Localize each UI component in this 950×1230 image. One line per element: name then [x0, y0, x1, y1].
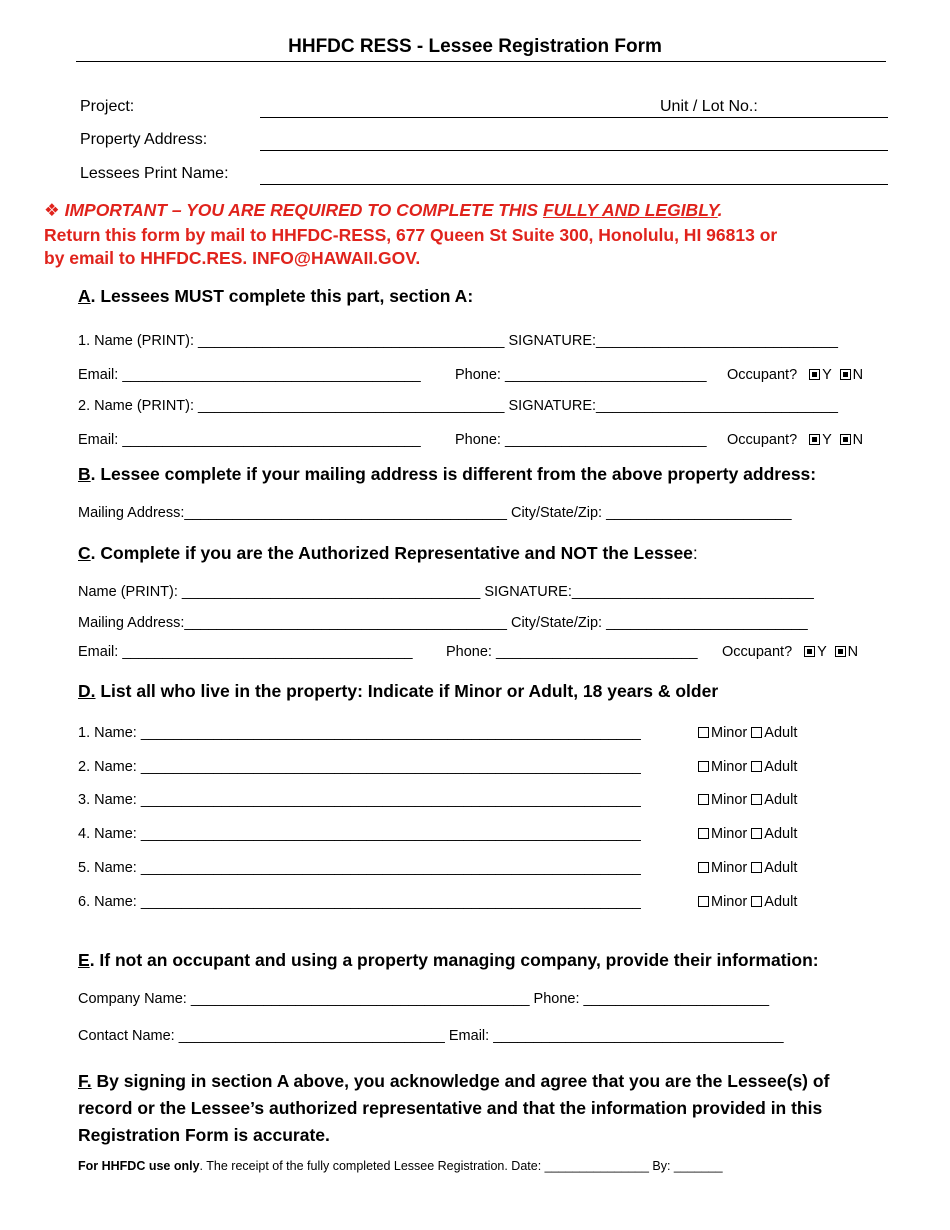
rep-name-signature[interactable]: Name (PRINT): _____________________________________ SIGNATURE:______________________________ — [78, 584, 814, 600]
lessee2-occupant — [727, 432, 863, 448]
resident-row — [78, 792, 797, 808]
section-c-colon: : — [692, 543, 698, 563]
occupant-no-label: N — [847, 644, 859, 660]
section-f-text: By signing in section A above, you acknowledge and agree that you are the Lessee(s) of record or the Lessee’s authorized representative and that the information provided in this Registration Form is accurate. — [78, 1071, 830, 1145]
occupant-no-label: N — [852, 367, 864, 383]
occupant-yes-checkbox[interactable] — [804, 646, 815, 657]
adult-label: Adult — [764, 860, 798, 876]
section-c-heading — [78, 543, 698, 564]
resident-name-field[interactable]: 4. Name: ______________________________________________________________ — [78, 826, 641, 842]
section-a-letter: A — [78, 286, 91, 306]
return-instructions-line2: by email to HHFDC.RES. INFO@HAWAII.GOV. — [44, 248, 421, 268]
adult-checkbox[interactable] — [751, 761, 762, 772]
adult-label: Adult — [764, 759, 798, 775]
resident-row — [78, 826, 797, 842]
minor-label: Minor — [711, 860, 748, 876]
resident-row — [78, 860, 797, 876]
section-a-title: . Lessees MUST complete this part, section A: — [90, 286, 474, 306]
lessee1-occupant — [727, 367, 863, 383]
occupant-yes-checkbox[interactable] — [809, 434, 820, 445]
section-b-heading — [78, 464, 816, 485]
form-title: HHFDC RESS - Lessee Registration Form — [288, 36, 662, 57]
occupant-yes-label: Y — [822, 367, 832, 383]
lessee1-email[interactable]: Email: _____________________________________ — [78, 367, 421, 383]
occupant-no-label: N — [852, 432, 864, 448]
property-address-field[interactable] — [260, 150, 888, 151]
occupant-label: Occupant? — [727, 432, 798, 448]
diamond-bullet-icon: ❖ — [44, 200, 60, 220]
project-field[interactable] — [260, 117, 888, 118]
section-e-heading — [78, 950, 819, 971]
adult-checkbox[interactable] — [751, 727, 762, 738]
occupant-yes-checkbox[interactable] — [809, 369, 820, 380]
office-use-label: For HHFDC use only — [78, 1159, 200, 1173]
lessee2-phone[interactable]: Phone: _________________________ — [455, 432, 707, 448]
resident-name-field[interactable]: 2. Name: ______________________________________________________________ — [78, 759, 641, 775]
lessee-mailing-address[interactable]: Mailing Address:________________________________________ City/State/Zip: _______________________ — [78, 505, 792, 521]
section-a-heading — [78, 286, 473, 307]
section-d-letter: D. — [78, 681, 96, 701]
resident-name-field[interactable]: 3. Name: ______________________________________________________________ — [78, 792, 641, 808]
minor-label: Minor — [711, 759, 748, 775]
minor-checkbox[interactable] — [698, 896, 709, 907]
section-d-title: List all who live in the property: Indicate if Minor or Adult, 18 years & older — [95, 681, 719, 701]
minor-label: Minor — [711, 792, 748, 808]
resident-name-field[interactable]: 5. Name: ______________________________________________________________ — [78, 860, 641, 876]
rep-mailing-address[interactable]: Mailing Address:________________________________________ City/State/Zip: _________________________ — [78, 615, 808, 631]
lessee1-phone[interactable]: Phone: _________________________ — [455, 367, 707, 383]
section-d-heading — [78, 681, 718, 702]
office-use-text: . The receipt of the fully completed Lessee Registration. Date: _______________ By: _______ — [199, 1159, 723, 1173]
return-instructions-line1: Return this form by mail to HHFDC-RESS, 677 Queen St Suite 300, Honolulu, HI 96813 or — [44, 225, 778, 245]
resident-row — [78, 759, 797, 775]
minor-checkbox[interactable] — [698, 761, 709, 772]
minor-label: Minor — [711, 725, 748, 741]
occupant-yes-label: Y — [822, 432, 832, 448]
adult-label: Adult — [764, 725, 798, 741]
resident-name-field[interactable]: 6. Name: ______________________________________________________________ — [78, 894, 641, 910]
section-c-letter: C — [78, 543, 91, 563]
resident-row — [78, 725, 797, 741]
company-name-phone[interactable]: Company Name: __________________________________________ Phone: _______________________ — [78, 991, 770, 1007]
minor-label: Minor — [711, 894, 748, 910]
lessees-print-name-label: Lessees Print Name: — [80, 165, 229, 182]
occupant-no-checkbox[interactable] — [840, 434, 851, 445]
adult-checkbox[interactable] — [751, 862, 762, 873]
section-b-letter: B — [78, 464, 91, 484]
lessees-print-name-field[interactable] — [260, 184, 888, 185]
rep-phone[interactable]: Phone: _________________________ — [446, 644, 698, 660]
contact-name-email[interactable]: Contact Name: _________________________________ Email: ____________________________________ — [78, 1028, 784, 1044]
minor-checkbox[interactable] — [698, 828, 709, 839]
lessee2-email[interactable]: Email: _____________________________________ — [78, 432, 421, 448]
rep-occupant — [722, 644, 858, 660]
project-label: Project: — [80, 98, 135, 115]
occupant-no-checkbox[interactable] — [835, 646, 846, 657]
adult-label: Adult — [764, 792, 798, 808]
lessee1-name-signature[interactable]: 1. Name (PRINT): ______________________________________ SIGNATURE:______________________________ — [78, 333, 838, 349]
adult-label: Adult — [764, 826, 798, 842]
resident-row — [78, 894, 797, 910]
property-address-label: Property Address: — [80, 131, 208, 148]
rep-email[interactable]: Email: ____________________________________ — [78, 644, 413, 660]
title-divider — [76, 61, 886, 62]
adult-checkbox[interactable] — [751, 896, 762, 907]
minor-label: Minor — [711, 826, 748, 842]
section-f-letter: F. — [78, 1071, 92, 1091]
section-e-letter: E — [78, 950, 90, 970]
resident-name-field[interactable]: 1. Name: ______________________________________________________________ — [78, 725, 641, 741]
adult-checkbox[interactable] — [751, 794, 762, 805]
section-f-acknowledgement — [78, 1068, 888, 1149]
lessee2-name-signature[interactable]: 2. Name (PRINT): ______________________________________ SIGNATURE:______________________________ — [78, 398, 838, 414]
section-b-title: . Lessee complete if your mailing address is different from the above property address: — [90, 464, 817, 484]
important-notice — [44, 200, 723, 221]
important-emphasis: FULLY AND LEGIBLY — [542, 200, 718, 220]
occupant-yes-label: Y — [817, 644, 827, 660]
office-use-footer — [78, 1159, 723, 1173]
adult-label: Adult — [764, 894, 798, 910]
occupant-no-checkbox[interactable] — [840, 369, 851, 380]
section-e-title: . If not an occupant and using a property managing company, provide their information: — [89, 950, 819, 970]
occupant-label: Occupant? — [722, 644, 793, 660]
unit-lot-label: Unit / Lot No.: — [660, 98, 758, 115]
adult-checkbox[interactable] — [751, 828, 762, 839]
minor-checkbox[interactable] — [698, 794, 709, 805]
minor-checkbox[interactable] — [698, 862, 709, 873]
important-text: IMPORTANT – YOU ARE REQUIRED TO COMPLETE THIS — [64, 200, 543, 220]
occupant-label: Occupant? — [727, 367, 798, 383]
minor-checkbox[interactable] — [698, 727, 709, 738]
important-period: . — [717, 200, 723, 220]
section-c-title: . Complete if you are the Authorized Representative and NOT the Lessee — [90, 543, 693, 563]
